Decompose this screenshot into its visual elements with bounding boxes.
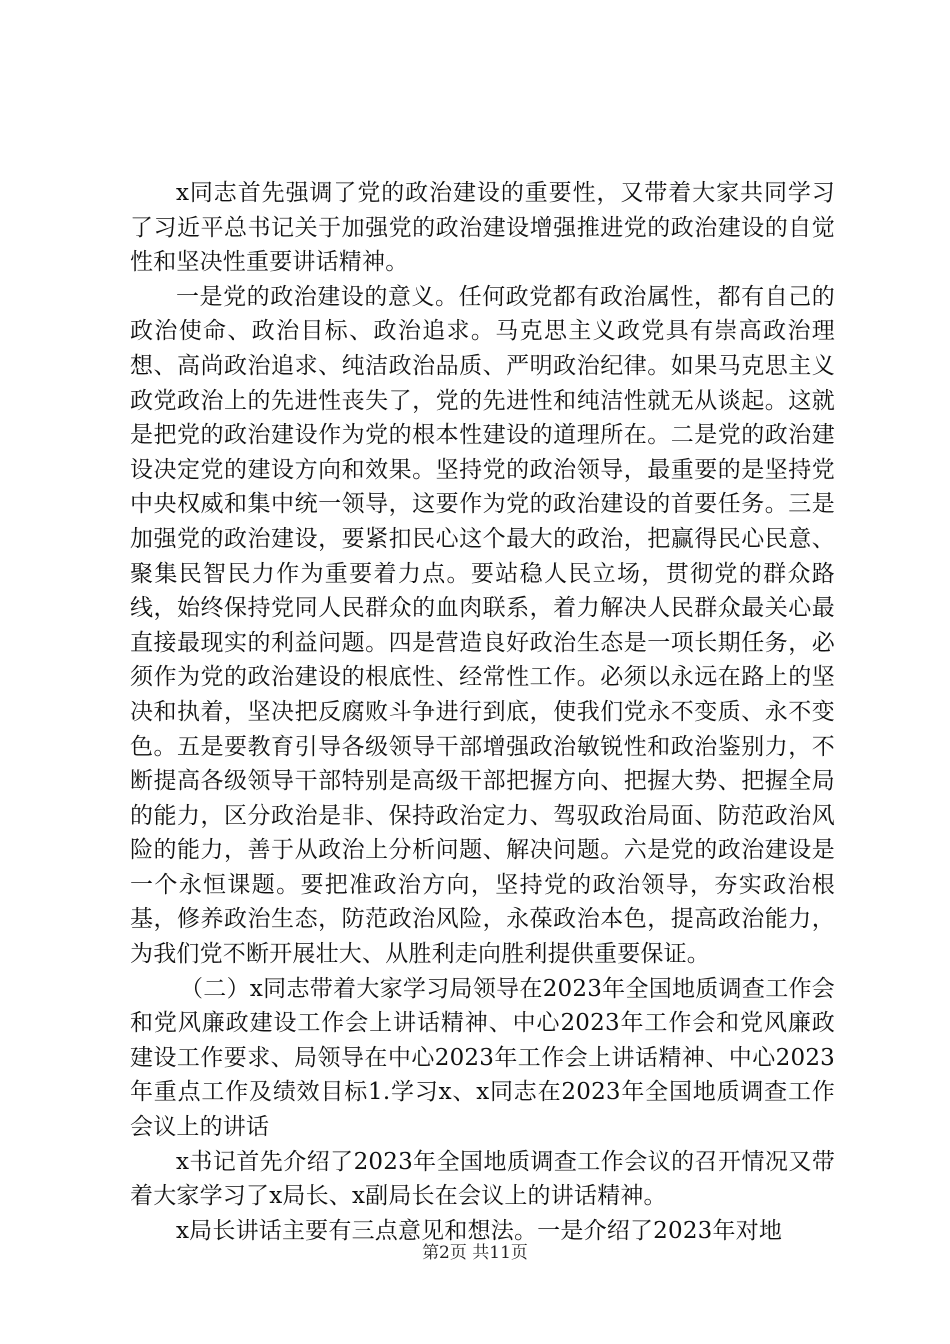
page-number-footer: 第2页 共11页 [422, 1243, 528, 1263]
paragraph-section-two: （二）x同志带着大家学习局领导在2023年全国地质调查工作会和党风廉政建设工作会上讲话精神、中心2023年工作会和党风廉政建设工作要求、局领导在中心2023年工作会上讲话精神、中心2023年重点工作及绩效目标1.学习x、x同志在2023年全国地质调查工作会议上的讲话 [130, 975, 835, 1141]
paragraph-intro: x同志首先强调了党的政治建设的重要性，又带着大家共同学习了习近平总书记关于加强党的政治建设增强推进党的政治建设的自觉性和坚决性重要讲话精神。 [130, 180, 835, 276]
paragraph-political-building: 一是党的政治建设的意义。任何政党都有政治属性，都有自己的政治使命、政治目标、政治追求。马克思主义政党具有崇高政治理想、高尚政治追求、纯洁政治品质、严明政治纪律。如果马克思主义政党政治上的先进性丧失了，党的先进性和纯洁性就无从谈起。这就是把党的政治建设作为党的根本性建设的道理所在。二是党的政治建设决定党的建设方向和效果。坚持党的政治领导，最重要的是坚持党中央权威和集中统一领导，这要作为党的政治建设的首要任务。三是加强党的政治建设，要紧扣民心这个最大的政治，把赢得民心民意、聚集民智民力作为重要着力点。要站稳人民立场，贯彻党的群众路线，始终保持党同人民群众的血肉联系，着力解决人民群众最关心最直接最现实的利益问题。四是营造良好政治生态是一项长期任务，必须作为党的政治建设的根底性、经常性工作。必须以永远在路上的坚决和执着，坚决把反腐败斗争进行到底，使我们党永不变质、永不变色。五是要教育引导各级领导干部增强政治敏锐性和政治鉴别力，不断提高各级领导干部特别是高级干部把握方向、把握大势、把握全局的能力，区分政治是非、保持政治定力、驾驭政治局面、防范政治风险的能力，善于从政治上分析问题、解决问题。六是党的政治建设是一个永恒课题。要把准政治方向，坚持党的政治领导，夯实政治根基，修养政治生态，防范政治风险，永葆政治本色，提高政治能力，为我们党不断开展壮大、从胜利走向胜利提供重要保证。 [130, 283, 835, 968]
paragraph-secretary-intro: x书记首先介绍了2023年全国地质调查工作会议的召开情况又带着大家学习了x局长、x副局长在会议上的讲话精神。 [130, 1148, 835, 1210]
paragraph-director-speech: x局长讲话主要有三点意见和想法。一是介绍了2023年对地 [176, 1217, 783, 1244]
document-body [130, 176, 835, 1248]
